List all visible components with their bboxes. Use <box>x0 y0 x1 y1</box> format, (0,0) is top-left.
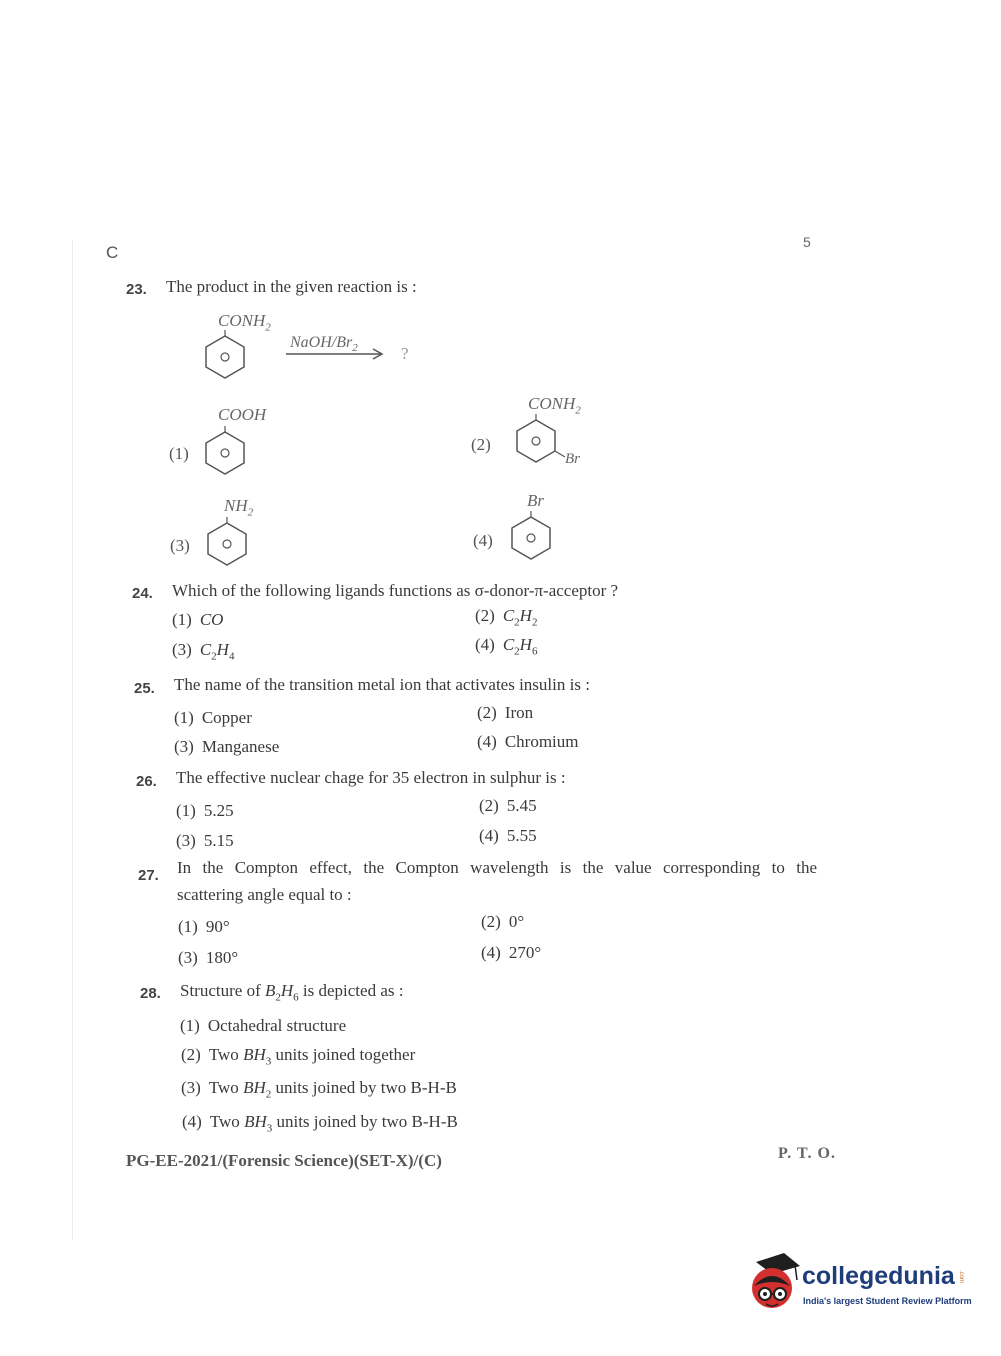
q23-option-3-group: $NH_2$ <box>224 496 254 519</box>
q23-reagent: NaOH/$Br_2$ <box>290 334 358 355</box>
q25-option-3: (3) Manganese <box>174 737 280 756</box>
q28-option-3: (3) Two $BH_2$ units joined by two B-H-B <box>181 1078 457 1101</box>
q23-option-4-number: (4) <box>473 531 493 550</box>
collegedunia-logo-text: collegedunia <box>802 1262 955 1290</box>
q27-text-line-1: In the Compton effect, the Compton wavelength is the value corresponding to the <box>177 858 817 877</box>
q26-option-3: (3) 5.15 <box>176 831 234 850</box>
set-letter: C <box>106 243 119 262</box>
q27-option-3: (3) 180° <box>178 948 239 967</box>
q23-option-1-number: (1) <box>169 444 189 463</box>
q24-option-4: (4) $C_2H_6$ <box>475 635 538 658</box>
q28-option-1: (1) Octahedral structure <box>180 1016 347 1035</box>
q24-option-2: (2) $C_2H_2$ <box>475 606 538 629</box>
q27-option-4: (4) 270° <box>481 943 542 962</box>
q23-option-2-benzene-icon <box>511 414 571 466</box>
q25-option-4: (4) Chromium <box>477 732 579 751</box>
collegedunia-mascot-logo-icon <box>742 1250 802 1316</box>
q25-option-1: (1) Copper <box>174 708 252 727</box>
q28-option-2: (2) Two $BH_3$ units joined together <box>181 1045 416 1068</box>
q27-option-2: (2) 0° <box>481 912 525 931</box>
q27-text-line-2: scattering angle equal to : <box>177 885 352 904</box>
q28-option-4: (4) Two $BH_3$ units joined by two B-H-B <box>182 1112 458 1135</box>
q26-text: The effective nuclear chage for 35 electron in sulphur is : <box>176 768 566 787</box>
q26-option-4: (4) 5.55 <box>479 826 537 845</box>
q23-option-3-number: (3) <box>170 536 190 555</box>
q24-number: 24. <box>132 585 153 602</box>
q23-number: 23. <box>126 281 147 298</box>
q23-option-3-benzene-icon <box>202 517 252 567</box>
q25-text: The name of the transition metal ion that activates insulin is : <box>174 675 590 694</box>
q25-number: 25. <box>134 680 155 697</box>
q23-option-1-group: COOH <box>218 405 267 424</box>
q28-text: Structure of $B_2H_6$ is depicted as : <box>180 981 404 1004</box>
q24-option-1: (1) CO <box>172 610 224 629</box>
collegedunia-logo-tld: .com <box>958 1270 964 1284</box>
q23-text: The product in the given reaction is : <box>166 277 417 296</box>
pto-label: P. T. O. <box>778 1145 836 1162</box>
q24-text: Which of the following ligands functions as σ-donor-π-acceptor ? <box>172 581 619 600</box>
q27-number: 27. <box>138 867 159 884</box>
q23-reactant-benzene-icon <box>200 330 250 380</box>
q26-number: 26. <box>136 773 157 790</box>
q23-option-2-group: $CONH_2$ <box>528 394 581 417</box>
q26-option-2: (2) 5.45 <box>479 796 537 815</box>
q27-option-1: (1) 90° <box>178 917 230 936</box>
q23-option-4-benzene-icon <box>506 511 556 561</box>
q25-option-2: (2) Iron <box>477 703 534 722</box>
collegedunia-tagline: India's largest Student Review Platform <box>803 1296 972 1306</box>
exam-code-footer: PG-EE-2021/(Forensic Science)(SET-X)/(C) <box>126 1151 442 1170</box>
q26-option-1: (1) 5.25 <box>176 801 234 820</box>
q23-reactant-label: $CONH_2$ <box>218 311 271 334</box>
q23-option-1-benzene-icon <box>200 426 250 476</box>
reaction-arrow-icon <box>285 347 385 361</box>
q23-option-2-number: (2) <box>471 435 491 454</box>
q23-product-unknown: ? <box>401 344 409 363</box>
q23-option-2-bromo: Br <box>565 451 580 467</box>
q23-option-4-group: Br <box>527 491 544 510</box>
q24-option-3: (3) $C_2H_4$ <box>172 640 235 663</box>
page-edge-line <box>72 240 73 1240</box>
q28-number: 28. <box>140 985 161 1002</box>
page-number: 5 <box>803 234 811 250</box>
